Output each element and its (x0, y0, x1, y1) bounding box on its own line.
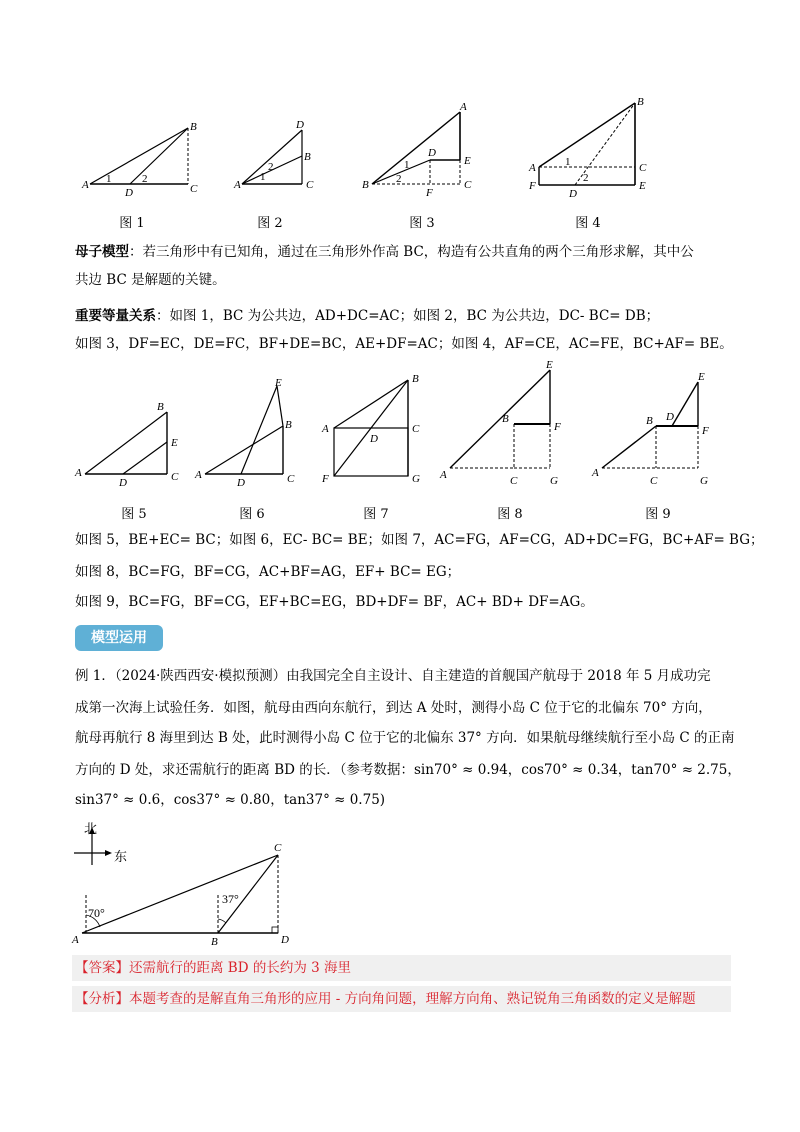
svg-text:A: A (234, 179, 241, 191)
mother-model-text: ：若三角形中有已知角，通过在三角形外作高 BC，构造有公共直角的两个三角形求解，其中公 (129, 244, 694, 260)
svg-text:D: D (281, 934, 289, 946)
svg-text:D: D (666, 411, 674, 423)
relations2-line-1: 如图 5，BE+EC= BC；如图 6，EC- BC= BE；如图 7，AC=FG，AF=CG，AD+DC=FG，BC+AF= BG； (75, 532, 764, 548)
figure-caption: 图 8 (497, 507, 523, 522)
svg-text:D: D (237, 477, 245, 489)
svg-text:C: C (171, 471, 179, 483)
svg-text:E: E (546, 359, 553, 371)
svg-text:B: B (211, 936, 218, 948)
svg-text:D: D (569, 188, 577, 200)
svg-text:C: C (639, 162, 647, 174)
svg-text:F: F (554, 421, 561, 433)
figure-6 (195, 378, 305, 488)
svg-text:B: B (362, 179, 369, 191)
analysis-box (72, 986, 731, 1012)
svg-text:B: B (637, 96, 644, 108)
svg-text:B: B (157, 401, 164, 413)
svg-text:2: 2 (396, 173, 402, 185)
figure-caption: 图 1 (119, 216, 145, 231)
svg-text:F: F (322, 473, 329, 485)
svg-text:A: A (440, 469, 447, 481)
svg-text:B: B (304, 151, 311, 163)
svg-text:B: B (412, 373, 419, 385)
svg-text:F: F (702, 425, 709, 437)
svg-text:A: A (322, 423, 329, 435)
svg-text:D: D (125, 187, 133, 199)
svg-text:A: A (529, 162, 536, 174)
figure-caption: 图 9 (645, 507, 671, 522)
figure-caption: 图 4 (575, 216, 601, 231)
svg-text:E: E (275, 377, 282, 389)
mother-model-line-2: 共边 BC 是解题的关键。 (75, 272, 226, 288)
svg-text:1: 1 (106, 173, 112, 185)
figure-caption: 图 5 (121, 507, 147, 522)
svg-text:G: G (550, 475, 558, 487)
figure-5 (75, 398, 195, 488)
svg-text:E: E (698, 371, 705, 383)
svg-text:C: C (464, 179, 472, 191)
figure-8 (438, 360, 578, 490)
svg-text:2: 2 (142, 173, 148, 185)
section-badge: 模型运用 (75, 625, 163, 651)
answer-tag: 【答案】 (75, 960, 129, 976)
answer-text: 还需航行的距离 BD 的长约为 3 海里 (129, 960, 351, 976)
example-line-5: sin37° ≈ 0.6，cos37° ≈ 0.80，tan37° ≈ 0.75) (75, 792, 386, 808)
figure-caption: 图 6 (239, 507, 265, 522)
svg-text:A: A (75, 467, 82, 479)
angle-b-label: 37° (222, 892, 239, 906)
svg-text:F: F (426, 187, 433, 199)
mother-model-label: 母子模型 (75, 244, 129, 260)
svg-text:C: C (650, 475, 658, 487)
angle-a-label: 70° (88, 906, 105, 920)
svg-text:A: A (460, 101, 467, 113)
svg-text:1: 1 (404, 159, 410, 171)
analysis-tag: 【分析】 (75, 991, 129, 1007)
svg-text:C: C (412, 423, 420, 435)
svg-text:D: D (296, 119, 304, 131)
example-line-2: 成第一次海上试验任务．如图，航母由西向东航行，到达 A 处时，测得小岛 C 位于它的北偏东 70° 方向， (75, 700, 712, 716)
svg-text:A: A (72, 934, 79, 946)
relations2-line-2: 如图 8，BC=FG，BF=CG，AC+BF=AG，EF+ BC= EG； (75, 564, 461, 580)
svg-text:2: 2 (583, 172, 589, 184)
svg-text:A: A (82, 179, 89, 191)
example-line-3: 航母再航行 8 海里到达 B 处，此时测得小岛 C 位于它的北偏东 37° 方向．如果航母继续航行至小岛 C 的正南 (75, 730, 735, 746)
figure-1 (80, 120, 200, 199)
svg-text:C: C (274, 842, 282, 854)
figure-caption: 图 3 (409, 216, 435, 231)
figure-caption: 图 7 (363, 507, 389, 522)
example-line-1: 例 1．（2024·陕西西安·模拟预测）由我国完全自主设计、自主建造的首舰国产航母于 2018 年 5 月成功完 (75, 668, 711, 684)
example-figure (68, 815, 308, 950)
compass-north-label: 北 (84, 822, 98, 837)
svg-text:F: F (529, 180, 536, 192)
figure-3 (360, 100, 485, 199)
relations-label: 重要等量关系 (75, 308, 156, 324)
relations-text: ：如图 1，BC 为公共边，AD+DC=AC；如图 2，BC 为公共边，DC- BC= DB； (156, 308, 660, 324)
example-line-4: 方向的 D 处，求还需航行的距离 BD 的长．（参考数据：sin70° ≈ 0.94，cos70° ≈ 0.34，tan70° ≈ 2.75， (75, 762, 741, 778)
figure-4 (525, 95, 655, 200)
answer-box (72, 955, 731, 981)
svg-text:B: B (646, 415, 653, 427)
svg-text:A: A (592, 467, 599, 479)
figure-7 (320, 372, 430, 487)
figure-2 (230, 120, 320, 195)
svg-text:A: A (195, 469, 202, 481)
svg-text:1: 1 (565, 156, 571, 168)
svg-text:1: 1 (260, 171, 266, 183)
compass-east-label: 东 (114, 850, 128, 865)
svg-text:C: C (306, 179, 314, 191)
svg-text:C: C (190, 183, 198, 195)
svg-text:D: D (428, 147, 436, 159)
svg-text:D: D (119, 477, 127, 489)
svg-text:B: B (502, 413, 509, 425)
svg-text:G: G (700, 475, 708, 487)
svg-text:B: B (190, 121, 197, 133)
svg-text:2: 2 (268, 161, 274, 173)
svg-text:E: E (464, 155, 471, 167)
relations-line-1 (75, 306, 659, 326)
figure-9 (590, 368, 720, 488)
mother-model-line-1 (75, 242, 694, 262)
analysis-text: 本题考查的是解直角三角形的应用 - 方向角问题，理解方向角、熟记锐角三角函数的定义是解题 (129, 991, 696, 1007)
figure-caption: 图 2 (257, 216, 283, 231)
svg-text:C: C (287, 473, 295, 485)
svg-text:E: E (639, 180, 646, 192)
svg-text:E: E (171, 437, 178, 449)
relations2-line-3: 如图 9，BC=FG，BF=CG，EF+BC=EG，BD+DF= BF，AC+ BD+ DF=AG。 (75, 594, 594, 610)
svg-text:D: D (370, 433, 378, 445)
relations-line-2: 如图 3，DF=EC，DE=FC，BF+DE=BC，AE+DF=AC；如图 4，AF=CE，AC=FE，BC+AF= BE。 (75, 336, 733, 352)
svg-text:C: C (510, 475, 518, 487)
svg-text:G: G (412, 473, 420, 485)
svg-text:B: B (285, 419, 292, 431)
